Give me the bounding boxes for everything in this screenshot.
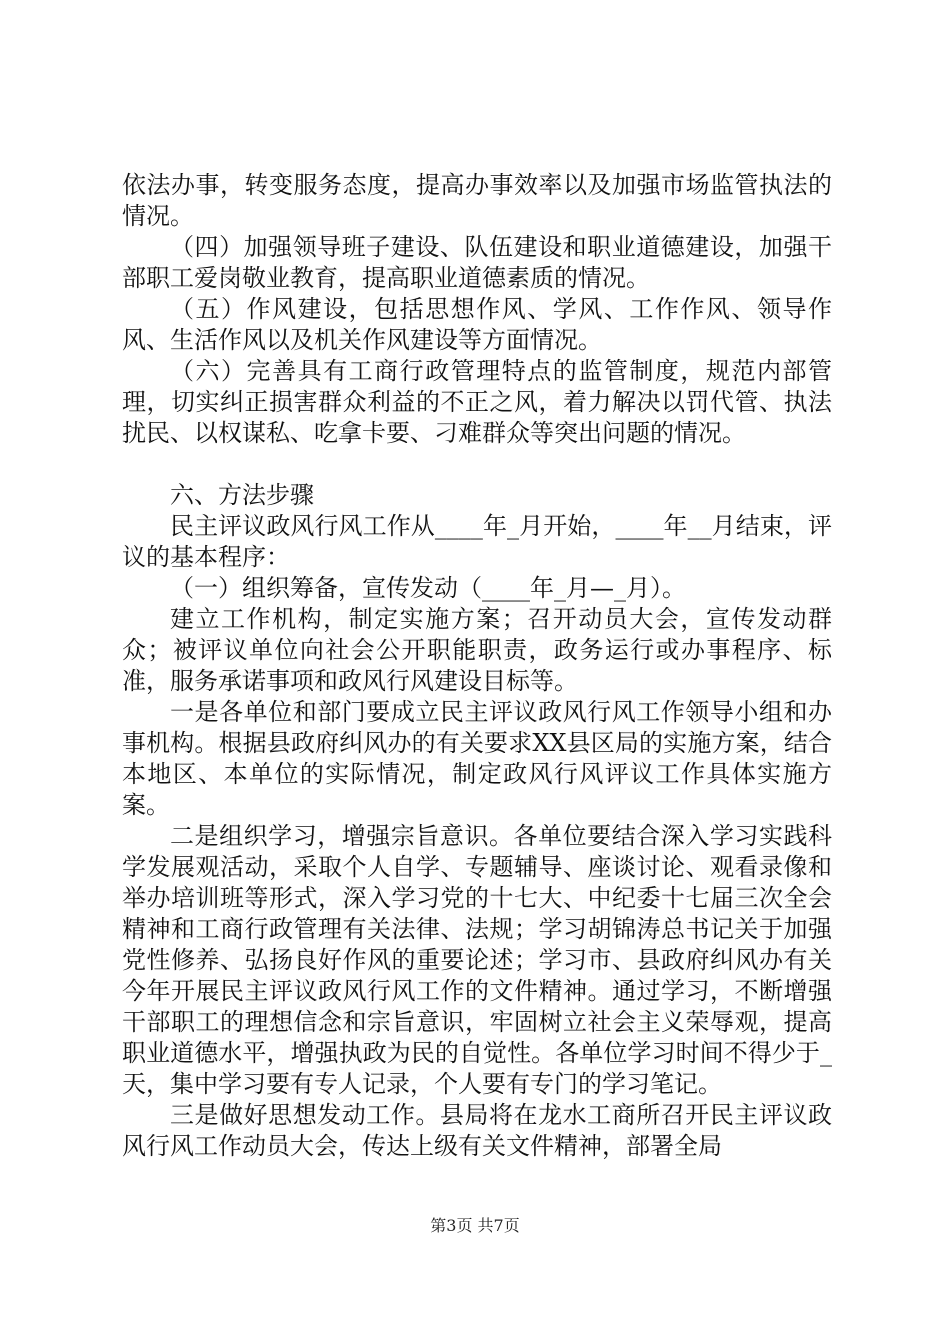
paragraph-point-2: 二是组织学习，增强宗旨意识。各单位要结合深入学习实践科学发展观活动，采取个人自学、专题辅导、座谈讨论、观看录像和举办培训班等形式，深入学习党的十七大、中纪委十七届三次全会精神和工商行政管理有关法律、法规；学习胡锦涛总书记关于加强党性修养、弘扬良好作风的重要论述；学习市、县政府纠风办有关今年开展民主评议政风行风工作的文件精神。通过学习，不断增强干部职工的理想信念和宗旨意识，牢固树立社会主义荣辱观，提高职业道德水平，增强执政为民的自觉性。各单位学习时间不得少于_天，集中学习要有专人记录，个人要有专门的学习笔记。: [122, 822, 832, 1098]
paragraph-1: 依法办事，转变服务态度，提高办事效率以及加强市场监管执法的情况。: [122, 171, 832, 230]
paragraph-point-3: 三是做好思想发动工作。县局将在龙水工商所召开民主评议政风行风工作动员大会，传达上级有关文件精神，部署全局: [122, 1101, 832, 1160]
paragraph-step-1-body: 建立工作机构，制定实施方案；召开动员大会，宣传发动群众；被评议单位向社会公开职能职责，政务运行或办事程序、标准，服务承诺事项和政风行风建设目标等。: [122, 605, 832, 695]
paragraph-item-5: （五）作风建设，包括思想作风、学风、工作作风、领导作风、生活作风以及机关作风建设等方面情况。: [122, 295, 832, 354]
paragraph-point-1: 一是各单位和部门要成立民主评议政风行风工作领导小组和办事机构。根据县政府纠风办的有关要求XX县区局的实施方案，结合本地区、本单位的实际情况，制定政风行风评议工作具体实施方案。: [122, 698, 832, 819]
section-heading-methods: 六、方法步骤: [170, 481, 314, 509]
paragraph-schedule: 民主评议政风行风工作从____年_月开始，____年__月结束，评议的基本程序：: [122, 512, 832, 571]
paragraph-step-1-heading: （一）组织筹备，宣传发动（____年_月—_月）。: [170, 574, 686, 602]
paragraph-item-4: （四）加强领导班子建设、队伍建设和职业道德建设，加强干部职工爱岗敬业教育，提高职业道德素质的情况。: [122, 233, 832, 292]
page-footer: 第3页 共7页: [430, 1216, 520, 1235]
paragraph-item-6: （六）完善具有工商行政管理特点的监管制度，规范内部管理，切实纠正损害群众利益的不正之风，着力解决以罚代管、执法扰民、以权谋私、吃拿卡要、刁难群众等突出问题的情况。: [122, 357, 832, 447]
paragraph-gap: [122, 449, 832, 480]
document-body: [122, 170, 832, 1162]
